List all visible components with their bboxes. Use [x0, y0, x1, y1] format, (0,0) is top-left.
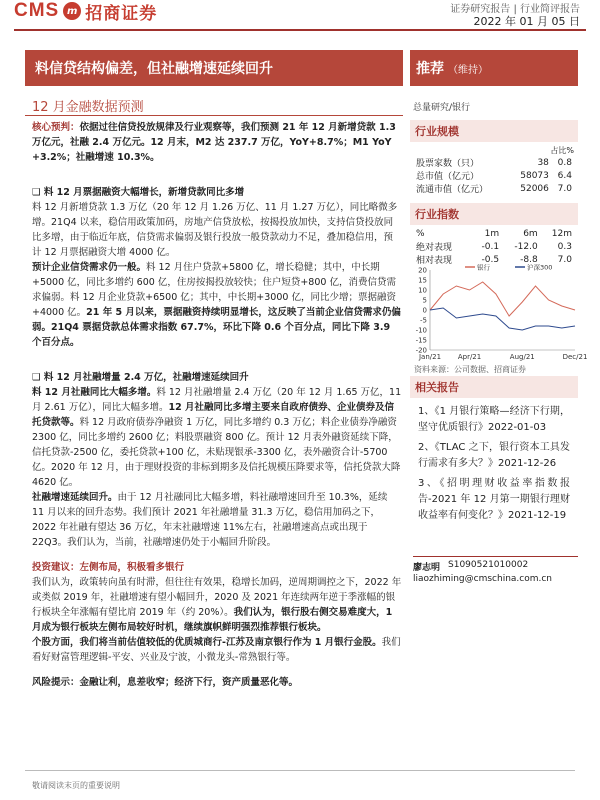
legend-label: 沪深300 — [527, 263, 553, 272]
y-tick-label: 20 — [418, 266, 427, 275]
logo-badge: m — [63, 2, 81, 20]
scale-unit-header: 占比% — [550, 146, 574, 155]
section2-p1-text: 料 12 月社融增量 2.4 万亿（20 年 12 月 1.65 万亿，11 月 2.61 万亿），同比大幅多增。 — [32, 387, 402, 413]
section1-p2-bold2: 21 年 5 月以来，票据融资持续明显增长，这反映了当前企业信贷需求仍偏弱。21Q4 票据贷款总体需求指数 67.7%，环比下降 0.6 个百分点，同比下降 3.9 个百分点。 — [32, 307, 401, 348]
recommend-sub: （维持） — [448, 64, 488, 76]
series-line — [430, 308, 575, 330]
report-type: 证券研究报告 | 行业简评报告 — [450, 4, 580, 15]
y-tick-label: 15 — [418, 276, 427, 285]
related-report-item[interactable]: 2、《TLAC 之下，银行资本工具发行需求有多大？》2021-12-26 — [418, 442, 570, 469]
scale-value: 38 — [537, 157, 549, 168]
x-tick-label: Dec/21 — [562, 353, 588, 361]
analyst-email: liaozhiming@cmschina.com.cn — [413, 574, 553, 584]
y-tick-label: -5 — [420, 316, 427, 325]
section1-p2 — [32, 260, 402, 350]
index-label: 绝对表现 — [416, 243, 453, 253]
series-line — [430, 282, 575, 316]
related-report-item[interactable]: 3、《招明理财收益率指数报告-2021 年 12 月第一期银行理财收益率有何变化？》2021-12-19 — [418, 478, 570, 521]
invest-p1-bold: 我们认为，银行股右侧交易难度大，1 月成为银行板块左侧布局较好时机，继续旗帜鲜明强烈推荐银行板块。 — [32, 607, 393, 633]
index-value: -0.5 — [481, 254, 500, 265]
risk-warning — [32, 675, 402, 690]
scale-value: 58073 — [520, 170, 549, 181]
index-value: -12.0 — [514, 241, 538, 252]
logo-text-cn: 招商证券 — [85, 3, 158, 24]
industry-scale-table — [414, 156, 574, 195]
section1-p1: 料 12 月新增贷款 1.3 万亿（20 年 12 月 1.26 万亿、11 月 1.27 万亿），同比略微多增。21Q4 以来，稳信用政策加码，房地产信贷放松，按揭投放加快，支持信贷投放同比多增，由于临近年底，信贷需求偏弱及银行投放一般贷款动力不足，叠加稳信用，预计 12 月票据融资大增 4000 亿。 — [32, 202, 398, 258]
scale-pct: 6.4 — [557, 170, 572, 181]
scale-row — [414, 169, 574, 182]
index-header: 6m — [523, 229, 538, 239]
y-tick-label: -10 — [415, 326, 427, 335]
chart-source: 资料来源：公司数据、招商证券 — [414, 365, 526, 374]
x-tick-label: Apr/21 — [457, 353, 482, 361]
related-reports-list — [418, 404, 570, 528]
analyst-category: 总量研究/银行 — [413, 103, 471, 113]
recommend-label: 推荐 — [416, 61, 444, 77]
industry-scale-title: 行业规模 — [410, 120, 578, 142]
logo — [14, 0, 157, 22]
analyst-divider — [413, 556, 578, 557]
invest-title: 投资建议：左侧布局，积极看多银行 — [32, 562, 185, 573]
analyst-name: 廖志明 — [413, 563, 441, 573]
analyst-cert: S1090521010002 — [448, 560, 529, 570]
scale-label: 流通市值（亿元） — [416, 185, 489, 195]
invest-p2 — [32, 635, 402, 665]
scale-row — [414, 156, 574, 169]
header-divider — [14, 29, 586, 31]
main-body — [32, 120, 402, 690]
section2-p2 — [32, 490, 402, 550]
scale-pct: 0.8 — [557, 157, 572, 168]
section2-p1b-text: 料 12 月政府债券净融资 1 万亿，同比多增约 0.3 万亿；料企业债券净融资 2300 亿，同比多增约 2600 亿；料股票融资 800 亿。预计 12 月表外融资延续下降，信托贷款-2500 亿，委托贷款+100 亿，未贴现银承-3300 亿，表外融资合计-5700 亿。2020 年 12 月，由于理财投资的非标到期多及信托规模压降要求等，信托贷款大降 4620 亿。 — [32, 417, 401, 488]
section2-p2-text: 由于 12 月社融同比大幅多增，料社融增速回升至 10.3%，延续 11 月以来的回升态势。我们预计 2021 年社融增量 31.3 万亿，稳信用加码之下，2022 年社融有望达 36 万亿，年末社融增速 11%左右，社融增速高点或出现于 22Q3。我们认为，当前，社融增速仍处于小幅回升阶段。 — [32, 492, 388, 548]
section2-title: ❑ 料 12 月社融增量 2.4 万亿，社融增速延续回升 — [32, 372, 249, 383]
core-lead: 核心预判： — [32, 122, 80, 133]
index-value: -0.1 — [481, 241, 500, 252]
legend-label: 银行 — [477, 263, 490, 272]
section2-p1-bold: 料 12 月社融同比大幅多增。 — [32, 387, 157, 398]
y-tick-label: 10 — [418, 286, 427, 295]
risk-label: 风险提示： — [32, 677, 80, 688]
invest-p2-bold: 个股方面，我们将当前估值较低的优质城商行-江苏及南京银行作为 1 月银行金股。 — [32, 637, 382, 648]
scale-value: 52006 — [520, 183, 549, 194]
footer-note: 敬请阅读末页的重要说明 — [32, 781, 120, 790]
index-value: -8.8 — [520, 254, 538, 265]
scale-label: 股票家数（只） — [416, 159, 480, 169]
x-tick-label: Jan/21 — [418, 353, 442, 361]
report-subtitle: 12 月金融数据预测 — [32, 100, 144, 115]
risk-text: 金融让利，息差收窄；经济下行，资产质量恶化等。 — [79, 677, 299, 688]
related-reports-title: 相关报告 — [410, 376, 578, 398]
section2-p1 — [32, 385, 402, 490]
related-report-item[interactable]: 1、《1 月银行策略—经济下行期，坚守优质银行》2022-01-03 — [418, 406, 570, 433]
analyst-info — [413, 560, 528, 573]
y-tick-label: 5 — [422, 296, 427, 305]
index-row — [414, 240, 574, 253]
scale-pct: 7.0 — [557, 183, 572, 194]
section1-p2-bold: 预计企业信贷需求仍一般。 — [32, 262, 147, 273]
core-text: 依据过往信贷投放规律及行业观察等，我们预测 21 年 12 月新增贷款 1.3 万亿元，社融 2.4 万亿元。12 月末，M2 达 237.7 万亿，YoY+8.7%；M1 YoY +3.2%；社融增速 10.3%。 — [32, 122, 396, 163]
index-label: 相对表现 — [416, 256, 453, 266]
invest-p1 — [32, 575, 402, 635]
index-header: % — [416, 229, 425, 239]
invest-p1-text: 我们认为，政策转向虽有时滞，但往往有效果，稳增长加码，逆周期调控之下，2022 年或类似 2019 年，社融增速有望小幅回升，2020 及 2021 年连续两年逆于季涨幅的银行板块全年涨幅有望比肩 2019 年（约 20%）。 — [32, 577, 402, 618]
section1-p2-text: 料 12 月住户贷款+5800 亿，增长稳健；其中，中长期+5000 亿，同比多增约 600 亿，住房按揭投放较快；住户短贷+800 亿，消费信贷需求偏弱。料 12 月企业贷款+6500 亿；其中，中长期+3000 亿，同比少增；票据融资+4000 亿。 — [32, 262, 396, 318]
section2-p2-bold: 社融增速延续回升。 — [32, 492, 118, 503]
industry-index-table — [414, 228, 574, 266]
index-chart — [410, 262, 588, 362]
footer-divider — [25, 770, 575, 771]
scale-row — [414, 182, 574, 195]
invest-p2-text: 我们看好财富管理逻辑-平安、兴业及宁波，小微龙头-常熟银行等。 — [32, 637, 401, 663]
y-tick-label: -15 — [415, 336, 427, 345]
section2-p1-bold2: 12 月社融同比多增主要来自政府债券、企业债券及信托贷款等。 — [32, 402, 394, 428]
scale-label: 总市值（亿元） — [416, 172, 480, 182]
report-title — [25, 50, 403, 86]
index-header: 1m — [484, 229, 500, 239]
report-title-text: 料信贷结构偏差，但社融增速延续回升 — [35, 61, 273, 77]
y-tick-label: -20 — [415, 346, 427, 355]
index-value: 0.3 — [557, 241, 572, 252]
section1-title: ❑ 料 12 月票据融资大幅增长，新增贷款同比多增 — [32, 187, 245, 198]
logo-text-en: CMS — [14, 0, 60, 21]
report-date: 2022 年 01 月 05 日 — [473, 15, 580, 28]
core-judgment — [32, 120, 402, 165]
index-header: 12m — [551, 229, 572, 239]
x-tick-label: Aug/21 — [509, 353, 535, 361]
recommend-badge — [410, 50, 578, 86]
industry-index-title: 行业指数 — [410, 203, 578, 225]
y-tick-label: 0 — [422, 306, 427, 315]
subtitle-divider — [25, 115, 403, 116]
index-value: 7.0 — [557, 254, 572, 265]
